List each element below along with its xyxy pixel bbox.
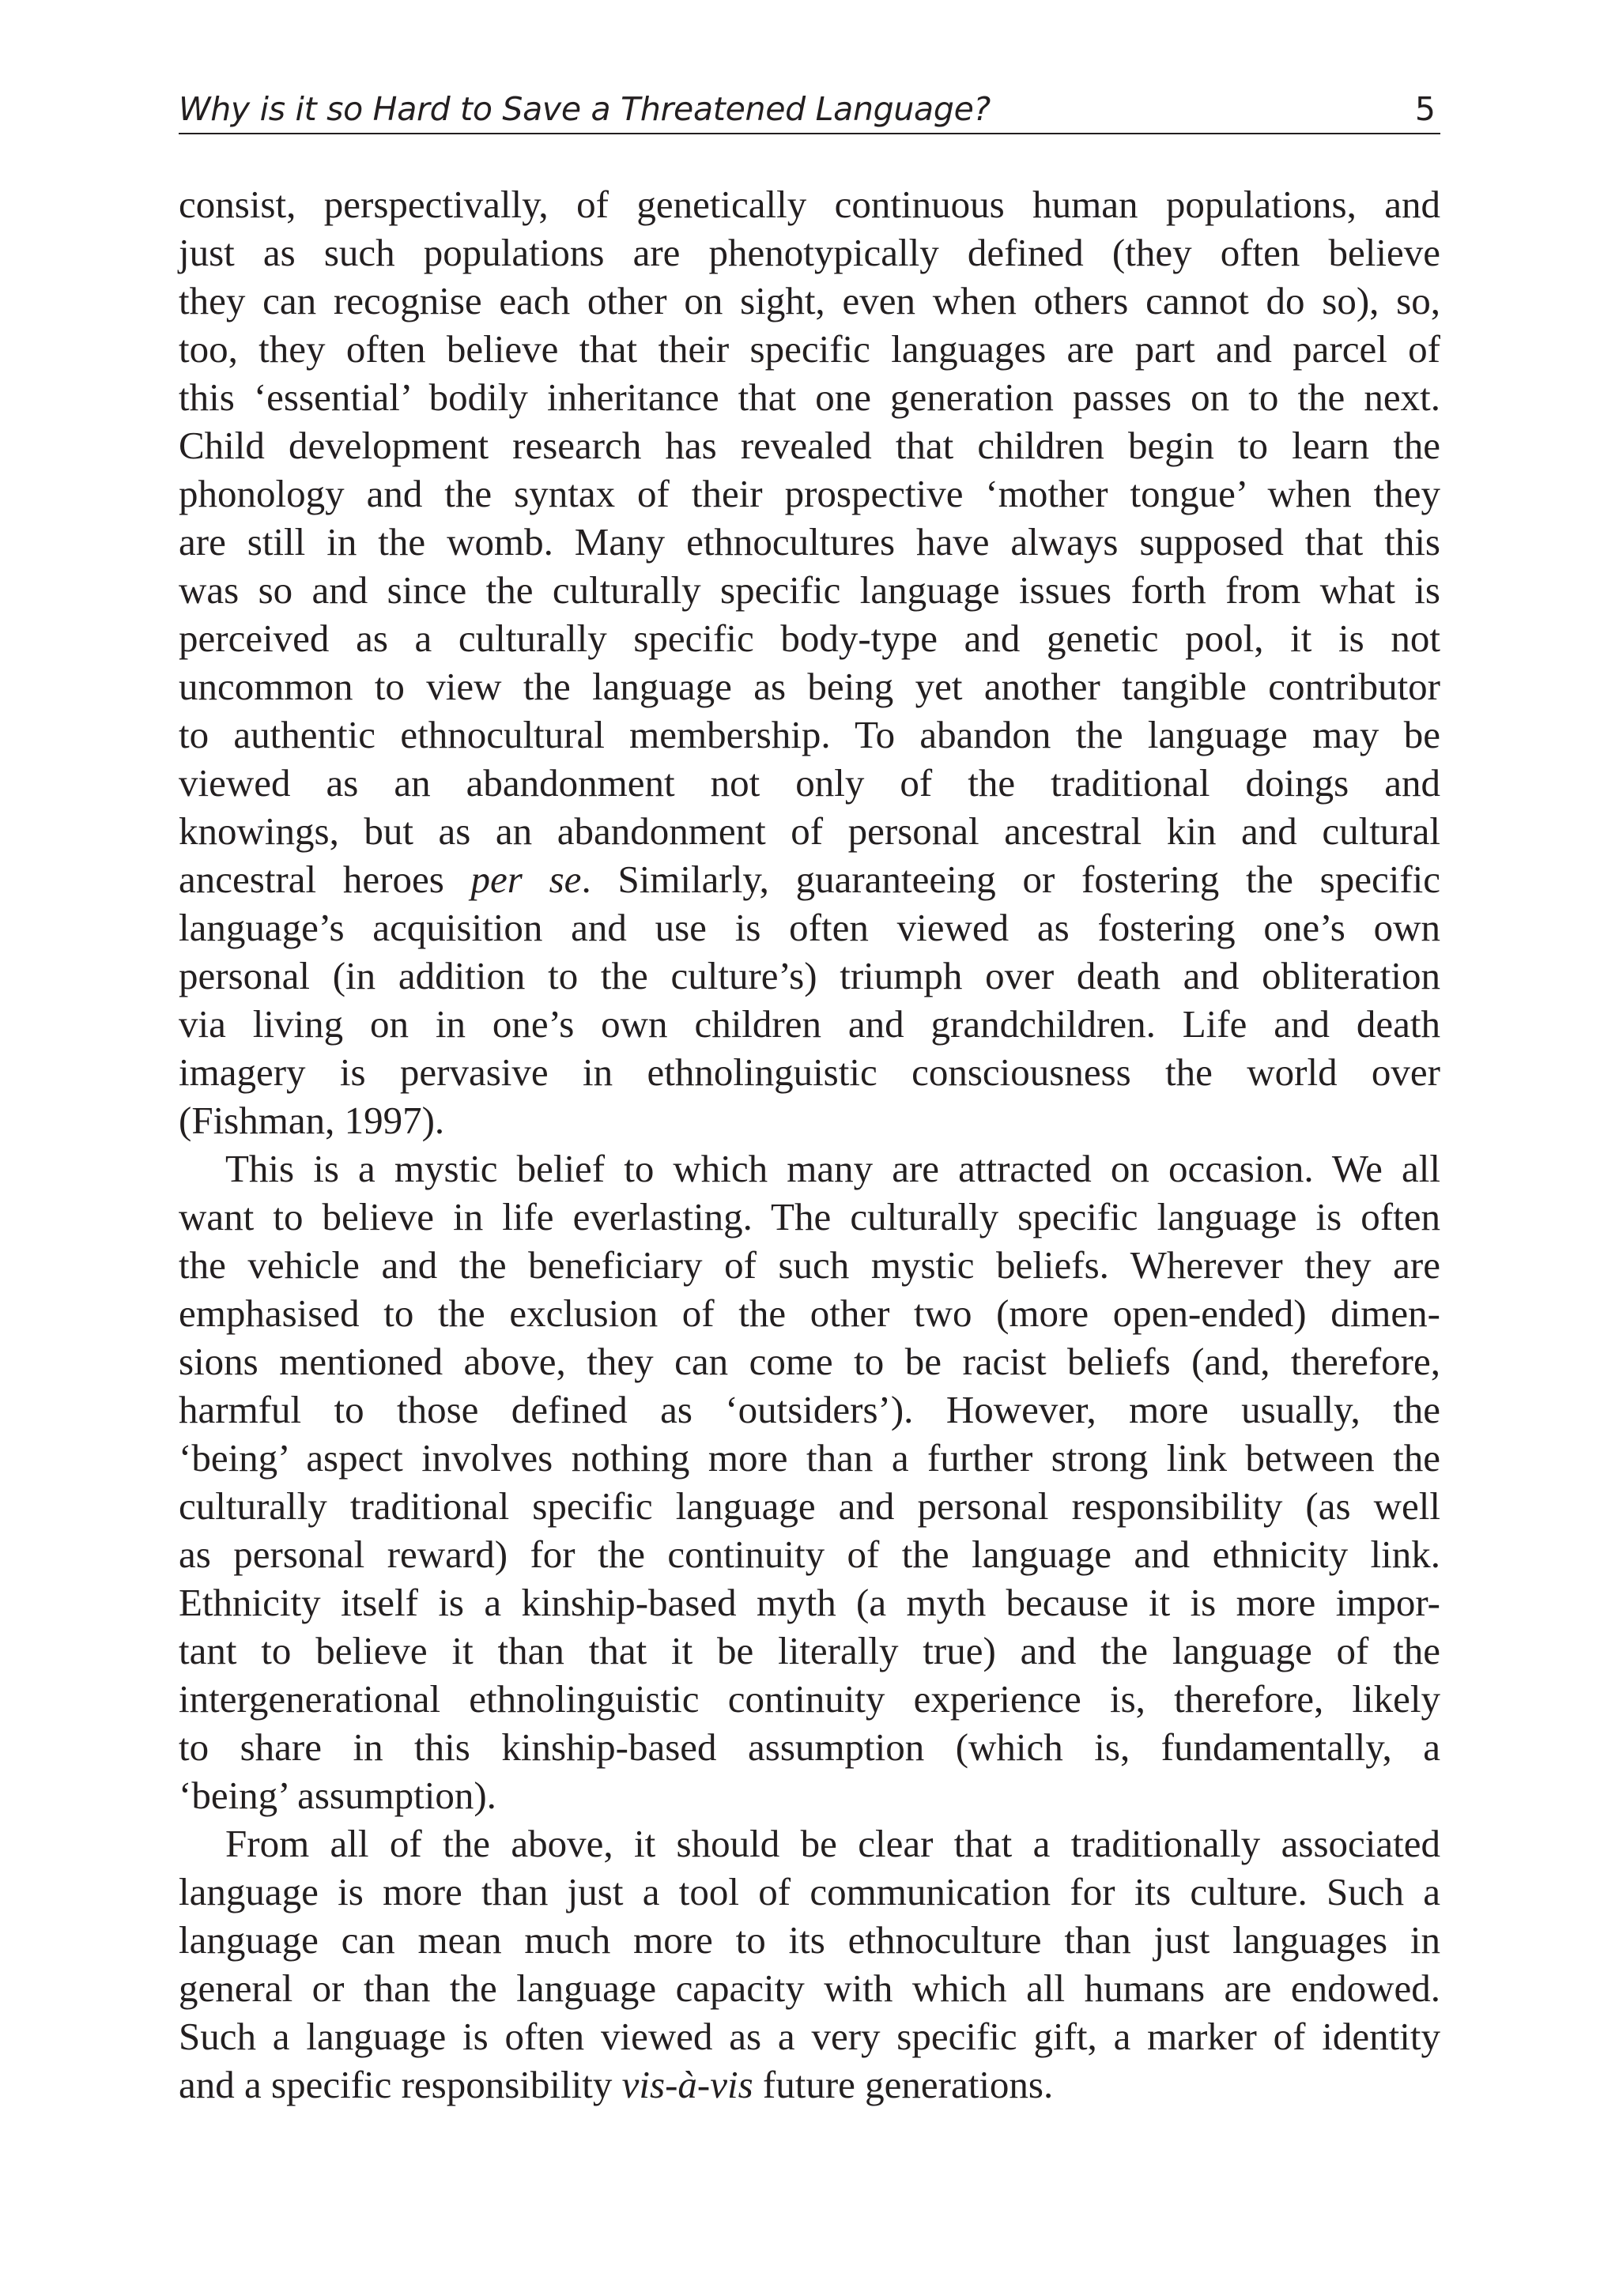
text-line [179, 855, 1440, 903]
text-line [179, 1627, 1440, 1675]
text-segment: want to believe in life everlasting. The culturally specific language is often [179, 1195, 1440, 1238]
text-line [179, 1337, 1440, 1386]
text-segment: too, they often believe that their specific languages are part and parcel of [179, 327, 1440, 371]
text-segment: emphasised to the exclusion of the other two (more open-ended) dimen- [179, 1291, 1440, 1335]
text-line [179, 759, 1440, 807]
text-segment: this ‘essential’ bodily inheritance that one generation passes on to the next. [179, 375, 1440, 419]
text-line [179, 325, 1440, 373]
text-line [179, 469, 1440, 518]
paragraph [179, 1144, 1440, 1819]
text-line [179, 1675, 1440, 1723]
text-line [179, 1386, 1440, 1434]
text-segment: perceived as a culturally specific body-type and genetic pool, it is not [179, 616, 1440, 660]
paragraph [179, 1819, 1440, 2109]
text-segment: was so and since the culturally specific language issues forth from what is [179, 568, 1440, 612]
italic-text: vis-à-vis [621, 2063, 753, 2106]
text-segment: ‘being’ aspect involves nothing more than a further strong link between the [179, 1436, 1440, 1480]
text-segment: general or than the language capacity with which all humans are endowed. [179, 1966, 1440, 2010]
italic-text: per se [470, 858, 582, 901]
text-segment: Ethnicity itself is a kinship-based myth (a myth because it is more impor- [179, 1581, 1440, 1624]
page-number: 5 [1414, 90, 1436, 128]
text-segment: harmful to those defined as ‘outsiders’). However, more usually, the [179, 1388, 1440, 1431]
text-line [179, 2012, 1440, 2060]
text-segment: to authentic ethnocultural membership. To abandon the language may be [179, 713, 1440, 756]
text-line [179, 1723, 1440, 1771]
text-line [179, 614, 1440, 662]
text-segment: to share in this kinship-based assumption (which is, fundamentally, a [179, 1725, 1440, 1769]
text-line [179, 662, 1440, 711]
text-line [179, 1482, 1440, 1530]
text-line [179, 228, 1440, 277]
running-head [179, 85, 1440, 134]
text-segment: ancestral heroes [179, 858, 471, 901]
text-line [179, 277, 1440, 325]
text-segment: (Fishman, 1997). [179, 1099, 445, 1142]
text-segment: culturally traditional specific language and personal responsibility (as well [179, 1484, 1440, 1528]
text-line [179, 1096, 1440, 1144]
text-line [179, 1144, 1440, 1193]
text-segment: Child development research has revealed that children begin to learn the [179, 424, 1440, 467]
text-segment: consist, perspectivally, of genetically continuous human populations, and [179, 183, 1440, 226]
paragraph [179, 180, 1440, 1144]
text-line [179, 518, 1440, 566]
text-line [179, 1530, 1440, 1578]
body-text [179, 180, 1440, 2109]
text-segment: phonology and the syntax of their prospective ‘mother tongue’ when they [179, 472, 1440, 515]
text-line [179, 1819, 1440, 1868]
text-segment: as personal reward) for the continuity of the language and ethnicity link. [179, 1533, 1440, 1576]
text-segment: future generations. [753, 2063, 1054, 2106]
text-segment: tant to believe it than that it be literally true) and the language of the [179, 1629, 1440, 1672]
text-line [179, 1868, 1440, 1916]
text-line [179, 566, 1440, 614]
text-line [179, 180, 1440, 228]
text-line [179, 1434, 1440, 1482]
text-segment: personal (in addition to the culture’s) triumph over death and obliteration [179, 954, 1440, 997]
text-segment: ‘being’ assumption). [179, 1774, 496, 1817]
text-line [179, 2060, 1440, 2109]
text-segment: they can recognise each other on sight, even when others cannot do so), so, [179, 279, 1440, 322]
text-segment: Such a language is often viewed as a very specific gift, a marker of identity [179, 2015, 1440, 2058]
text-segment: language’s acquisition and use is often viewed as fostering one’s own [179, 906, 1440, 949]
text-segment: This is a mystic belief to which many are attracted on occasion. We all [225, 1147, 1440, 1190]
text-line [179, 1964, 1440, 2012]
text-line [179, 807, 1440, 855]
text-line [179, 373, 1440, 421]
text-line [179, 1193, 1440, 1241]
text-line [179, 1578, 1440, 1627]
text-segment: and a specific responsibility [179, 2063, 622, 2106]
text-segment: language is more than just a tool of communication for its culture. Such a [179, 1870, 1440, 1913]
text-line [179, 952, 1440, 1000]
text-segment: are still in the womb. Many ethnocultures have always supposed that this [179, 520, 1440, 564]
text-segment: intergenerational ethnolinguistic continuity experience is, therefore, likely [179, 1677, 1440, 1721]
text-segment: viewed as an abandonment not only of the traditional doings and [179, 761, 1440, 805]
text-segment: knowings, but as an abandonment of personal ancestral kin and cultural [179, 809, 1440, 853]
text-segment: via living on in one’s own children and grandchildren. Life and death [179, 1002, 1440, 1046]
text-line [179, 1771, 1440, 1819]
text-segment: the vehicle and the beneficiary of such mystic beliefs. Wherever they are [179, 1243, 1440, 1287]
text-line [179, 903, 1440, 952]
text-segment: language can mean much more to its ethnoculture than just languages in [179, 1918, 1440, 1962]
text-segment: . Similarly, guaranteeing or fostering the specific [581, 858, 1440, 901]
text-segment: uncommon to view the language as being yet another tangible contributor [179, 665, 1440, 708]
text-line [179, 1000, 1440, 1048]
running-title: Why is it so Hard to Save a Threatened Language? [179, 90, 991, 128]
text-line [179, 711, 1440, 759]
text-line [179, 1241, 1440, 1289]
text-line [179, 1916, 1440, 1964]
text-line [179, 421, 1440, 469]
text-segment: sions mentioned above, they can come to be racist beliefs (and, therefore, [179, 1340, 1440, 1383]
text-segment: just as such populations are phenotypically defined (they often believe [179, 231, 1440, 274]
text-segment: From all of the above, it should be clear that a traditionally associated [225, 1822, 1440, 1865]
text-line [179, 1289, 1440, 1337]
text-line [179, 1048, 1440, 1096]
text-segment: imagery is pervasive in ethnolinguistic consciousness the world over [179, 1050, 1440, 1094]
